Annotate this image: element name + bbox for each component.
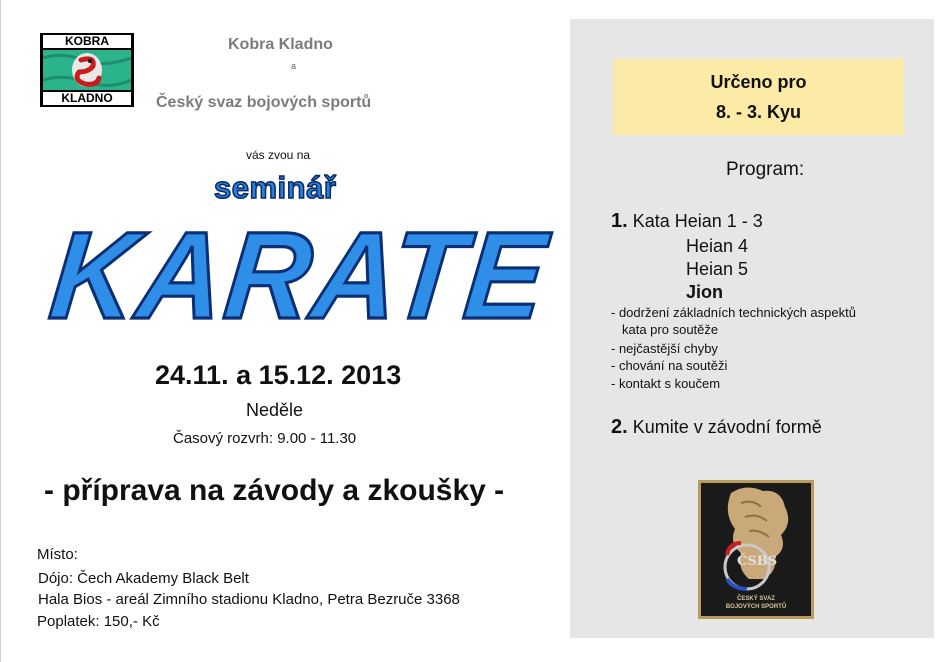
target-line1: Určeno pro: [710, 72, 807, 92]
program-bullet-technique-cont: kata pro soutěže: [622, 322, 719, 337]
program-heian5: Heian 5: [686, 259, 749, 279]
logo-bottom-text: KLADNO: [43, 92, 131, 105]
organizer-kobra-kladno: Kobra Kladno: [228, 36, 333, 53]
program-heian4: Heian 4: [686, 236, 749, 256]
event-purpose: - příprava na závody a zkoušky -: [44, 474, 505, 507]
kobra-kladno-logo: [40, 33, 134, 107]
target-line2: 8. - 3. Kyu: [715, 102, 802, 122]
program-heading: Program:: [726, 159, 805, 180]
program-bullet-technique: - dodržení základních technických aspektů: [611, 305, 856, 320]
emblem-letters: ČSBS: [737, 554, 778, 569]
program-jion: Jion: [686, 282, 724, 302]
program-item-kumite: [611, 416, 822, 439]
event-time: Časový rozvrh: 9.00 - 11.30: [173, 430, 357, 447]
item-text: Kumite v závodní formě: [627, 417, 822, 437]
item-number: 2.: [611, 416, 628, 438]
place-fee: Poplatek: 150,- Kč: [37, 613, 160, 630]
target-audience-box: [613, 59, 904, 135]
emblem-caption-2: BOJOVÝCH SPORTŮ: [725, 604, 787, 610]
lion-emblem-icon: [698, 480, 814, 619]
event-day: Neděle: [246, 400, 304, 420]
program-bullet-behavior: - chování na soutěži: [611, 358, 728, 373]
invite-text: vás zvou na: [246, 148, 311, 162]
cobra-icon: [43, 50, 131, 90]
program-item-kata: [611, 210, 763, 233]
conjunction-text: a: [291, 61, 297, 71]
emblem-caption-1: ČESKÝ SVAZ: [737, 596, 775, 602]
logo-top-text: KOBRA: [43, 35, 131, 48]
seminar-heading: seminář: [214, 170, 337, 205]
program-bullet-coach: - kontakt s koučem: [611, 376, 721, 391]
item-text: Kata Heian 1 - 3: [627, 211, 763, 231]
place-dojo: Dójo: Čech Akademy Black Belt: [38, 570, 249, 587]
program-bullet-mistakes: - nejčastější chyby: [611, 341, 718, 356]
item-number: 1.: [611, 210, 628, 232]
organizer-cesky-svaz: Český svaz bojových sportů: [156, 94, 372, 111]
event-dates: 24.11. a 15.12. 2013: [155, 360, 402, 390]
place-heading: Místo:: [37, 546, 78, 563]
place-hall: Hala Bios - areál Zimního stadionu Kladno, Petra Bezruče 3368: [38, 591, 460, 608]
karate-title: KARATE: [44, 206, 554, 346]
